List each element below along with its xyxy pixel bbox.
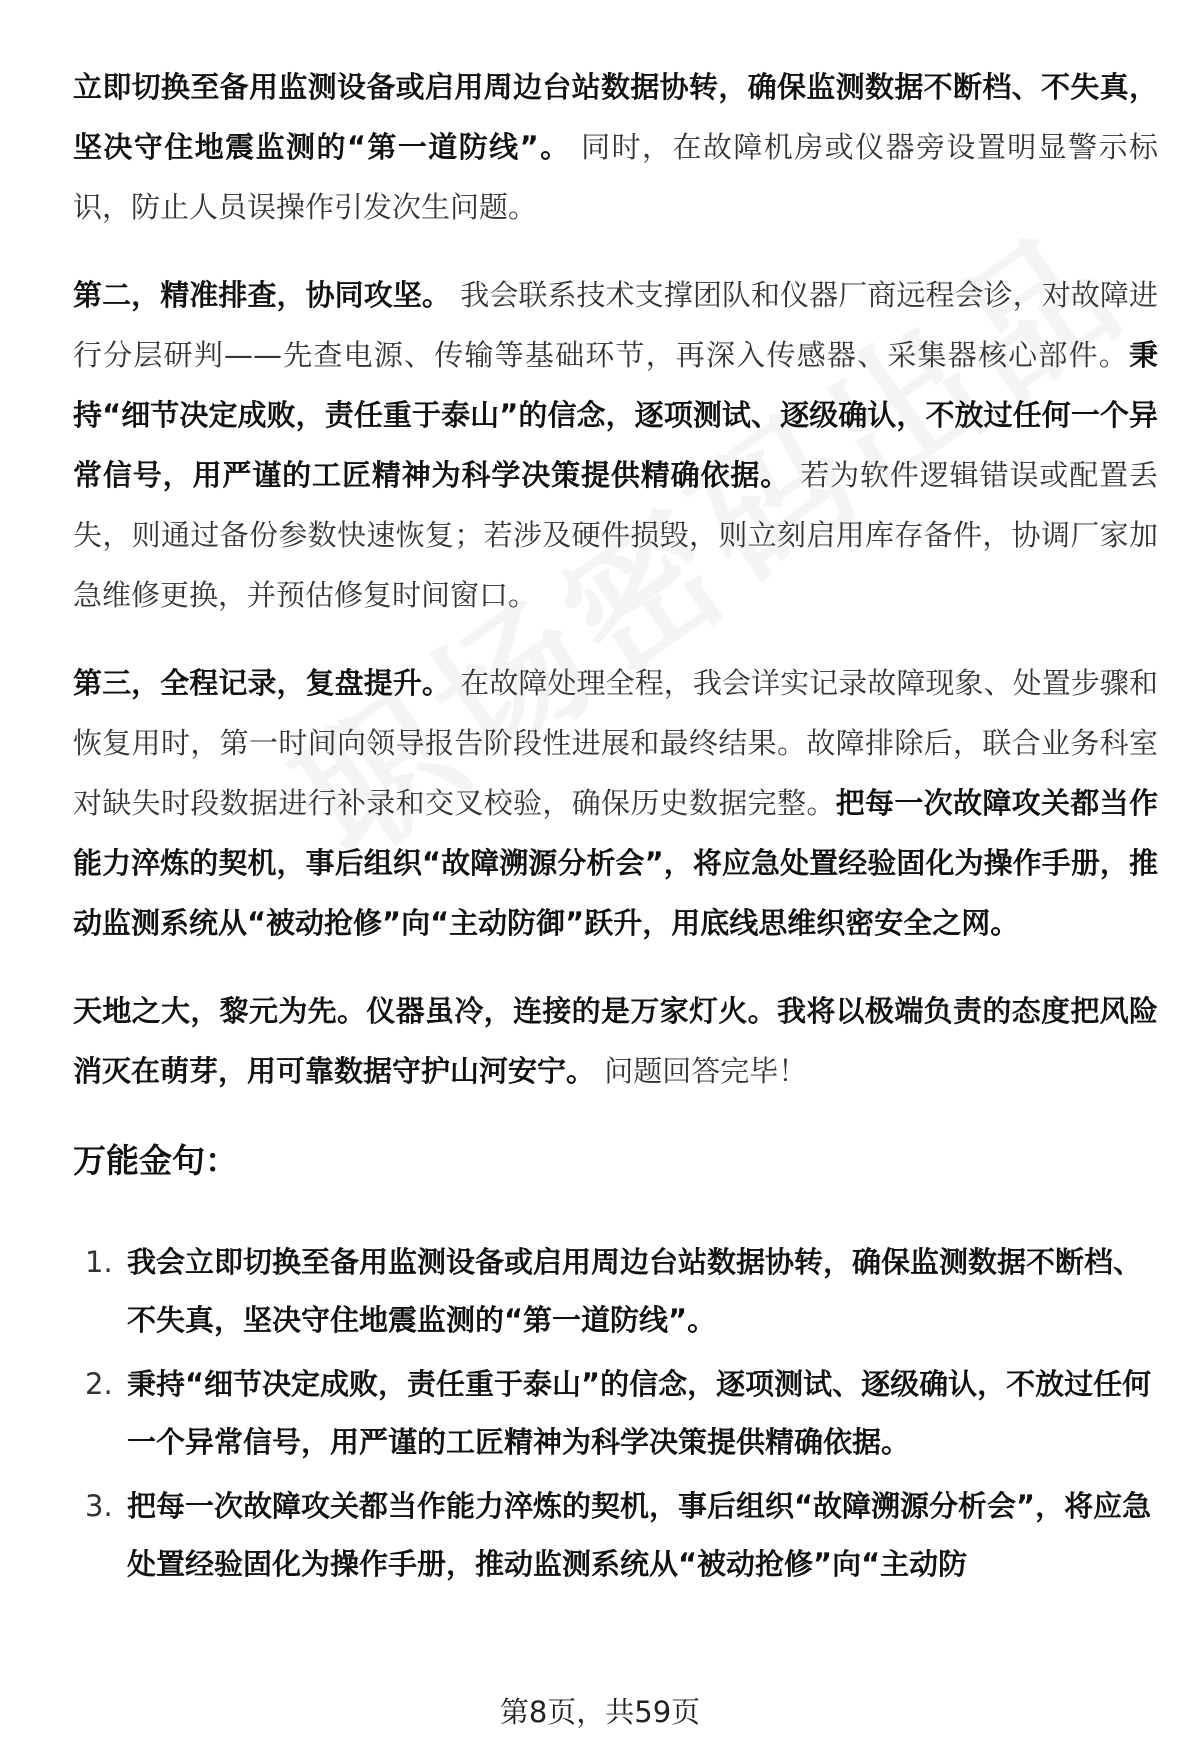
paragraph-2-bold-lead: 第二，精准排查，协同攻坚。	[73, 278, 451, 312]
list-item	[73, 1233, 1158, 1349]
list-item	[73, 1355, 1158, 1471]
paragraph-4-bold: 天地之大，黎元为先。仪器虽冷，连接的是万家灯火。我将以极端负责的态度把风险消灭在萌芽，用可靠数据守护山河安宁。	[73, 994, 1158, 1088]
list-item	[73, 1477, 1158, 1593]
paragraph-2	[73, 265, 1158, 625]
paragraph-1	[73, 57, 1158, 237]
paragraph-2-normal-2: 若为软件逻辑错误或配置丢失，则通过备份参数快速恢复；若涉及硬件损毁，则立刻启用库存备件，协调厂家加急维修更换，并预估修复时间窗口。	[73, 458, 1158, 612]
page-number-footer: 第8页，共59页	[499, 1695, 701, 1729]
paragraph-4	[73, 981, 1158, 1101]
paragraph-4-normal: 问题回答完毕！	[595, 1054, 808, 1088]
list-item-text: 秉持“细节决定成败，责任重于泰山”的信念，逐项测试、逐级确认，不放过任何一个异常信号，用严谨的工匠精神为科学决策提供精确依据。	[127, 1367, 1152, 1459]
list-item-number: 3.	[85, 1489, 113, 1523]
list-item-number: 2.	[85, 1367, 113, 1401]
paragraph-1-normal: 同时，在故障机房或仪器旁设置明显警示标识，防止人员误操作引发次生问题。	[73, 130, 1158, 224]
paragraph-3-bold-2: 把每一次故障攻关都当作能力淬炼的契机，事后组织“故障溯源分析会”，将应急处置经验固化为操作手册，推动监测系统从“被动抢修”向“主动防御”跃升，用底线思维织密安全之网。	[73, 786, 1158, 940]
paragraph-2-bold-2: 秉持“细节决定成败，责任重于泰山”的信念，逐项测试、逐级确认，不放过任何一个异常信号，用严谨的工匠精神为科学决策提供精确依据。	[73, 338, 1158, 492]
list-item-text: 把每一次故障攻关都当作能力淬炼的契机，事后组织“故障溯源分析会”，将应急处置经验固化为操作手册，推动监测系统从“被动抢修”向“主动防	[127, 1489, 1152, 1581]
paragraph-3-bold-lead: 第三，全程记录，复盘提升。	[73, 666, 451, 700]
section-heading: 万能金句：	[73, 1141, 238, 1180]
paragraph-2-normal-1: 我会联系技术支撑团队和仪器厂商远程会诊，对故障进行分层研判——先查电源、传输等基础环节，再深入传感器、采集器核心部件。	[73, 278, 1158, 372]
paragraph-1-bold: 立即切换至备用监测设备或启用周边台站数据协转，确保监测数据不断档、不失真，坚决守住地震监测的“第一道防线”。	[73, 70, 1158, 164]
paragraph-3-normal-1: 在故障处理全程，我会详实记录故障现象、处置步骤和恢复用时，第一时间向领导报告阶段性进展和最终结果。故障排除后，联合业务科室对缺失时段数据进行补录和交叉校验，确保历史数据完整。	[73, 666, 1158, 820]
paragraph-3	[73, 653, 1158, 953]
page-content	[73, 57, 1158, 1599]
list-item-text: 我会立即切换至备用监测设备或启用周边台站数据协转，确保监测数据不断档、不失真，坚决守住地震监测的“第一道防线”。	[127, 1245, 1143, 1337]
list-item-number: 1.	[85, 1245, 113, 1279]
quotes-list	[73, 1233, 1158, 1593]
